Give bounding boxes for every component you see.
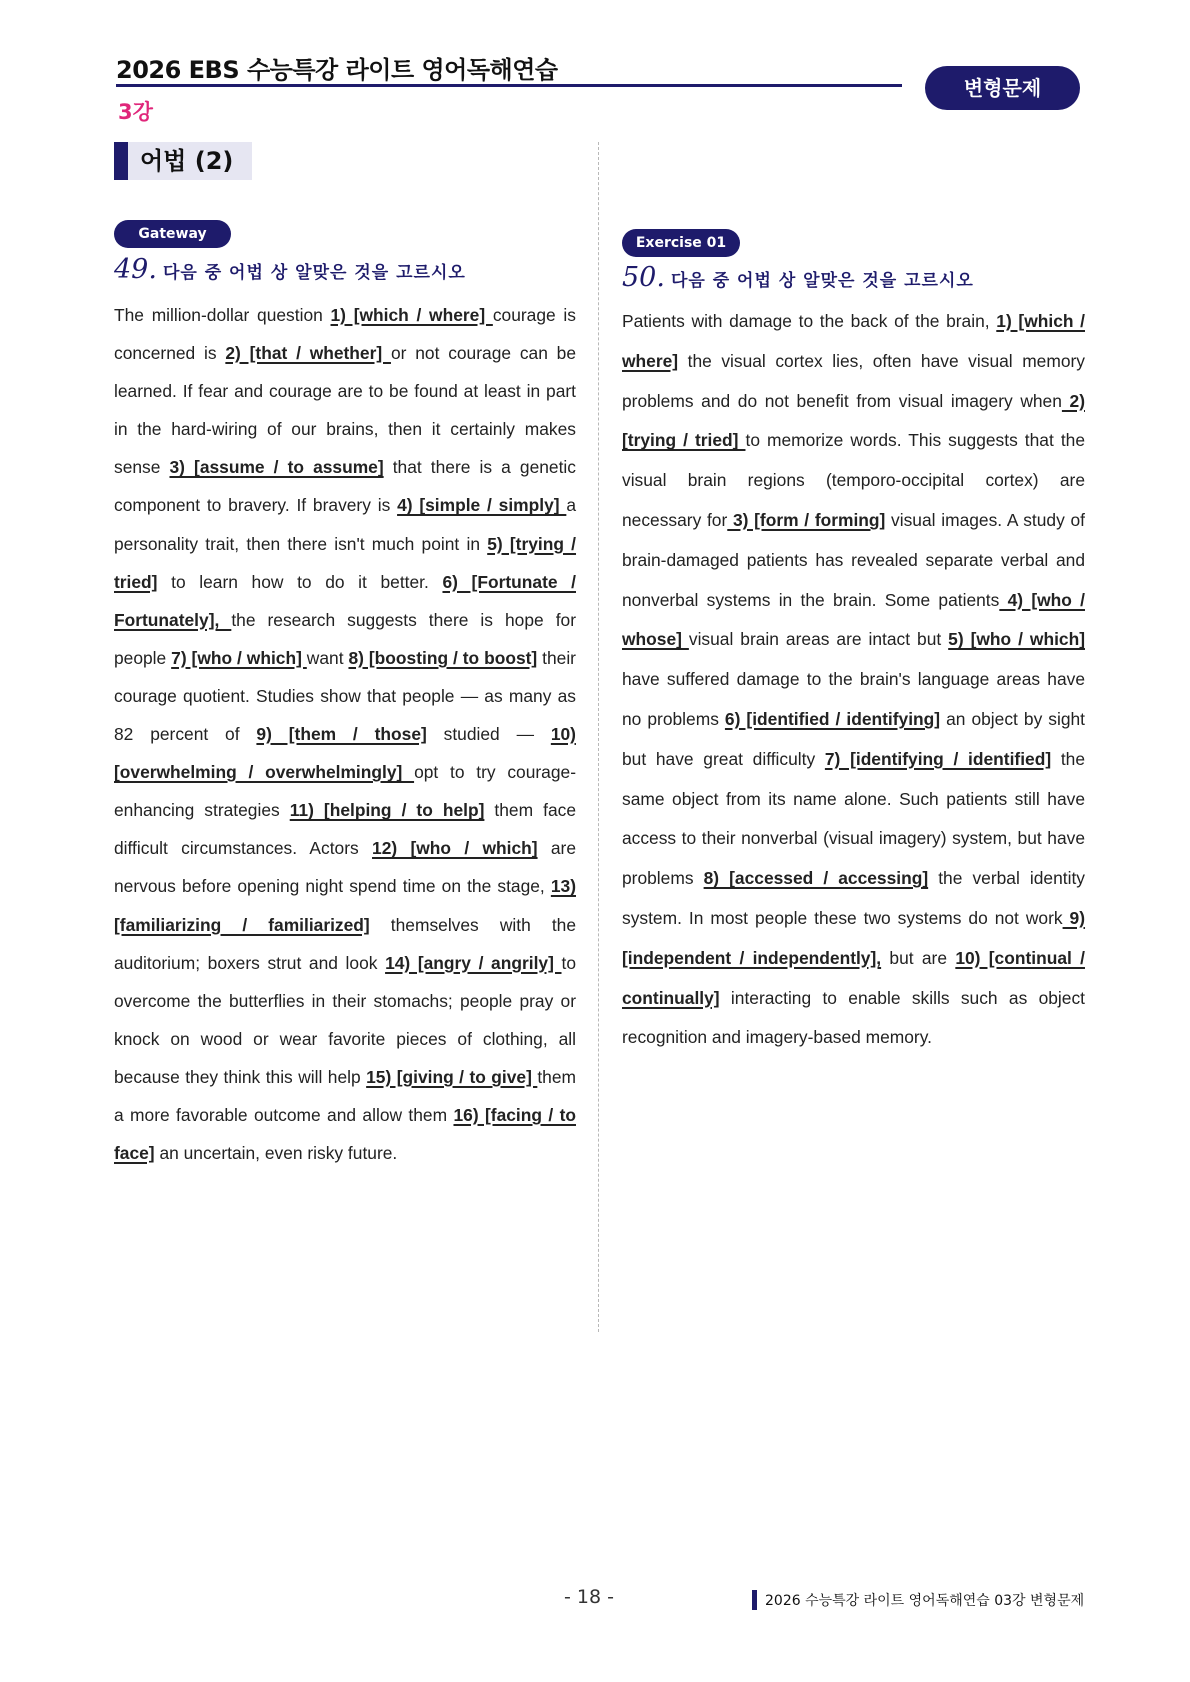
grammar-choice: 10) [overwhelming / overwhelmingly] bbox=[114, 724, 576, 783]
grammar-choice: 9) [them / those] bbox=[256, 724, 427, 745]
grammar-choice: 5) [trying / tried] bbox=[114, 533, 577, 592]
grammar-choice: 15) [giving / to give] bbox=[366, 1066, 538, 1087]
passage-text: opt to try courage-enhancing strategies bbox=[114, 762, 576, 821]
grammar-choice: 4) [who / whose] bbox=[622, 589, 1085, 650]
grammar-choice: 2) [that / whether] bbox=[225, 343, 391, 364]
passage-text: themselves with the auditorium; boxers strut and look bbox=[114, 914, 576, 973]
passage-text: want bbox=[306, 647, 349, 668]
passage-text: have suffered damage to the brain's language areas have no problems bbox=[622, 669, 1085, 729]
passage-49 bbox=[114, 296, 576, 1172]
passage-text: an uncertain, even risky future. bbox=[154, 1143, 398, 1164]
section-title: 어법 (2) bbox=[114, 142, 252, 180]
passage-text: to memorize words. This suggests that the visual brain regions (temporo-occipital cortex) are necessary for bbox=[622, 430, 1085, 530]
grammar-choice: 12) [who / which] bbox=[372, 838, 538, 859]
passage-50 bbox=[622, 302, 1085, 1058]
passage-text: interacting to enable skills such as object recognition and imagery-based memory. bbox=[622, 987, 1085, 1048]
grammar-choice: 8) [boosting / to boost] bbox=[348, 647, 538, 668]
passage-text: the research suggests there is hope for people bbox=[114, 609, 576, 668]
passage-text: them face difficult circumstances. Actors bbox=[114, 800, 576, 859]
grammar-choice: 3) [form / forming] bbox=[727, 509, 886, 530]
question-50-header bbox=[622, 262, 974, 293]
passage-text: visual images. A study of brain-damaged patients has revealed separate verbal and nonverbal systems in the brain. Some patients bbox=[622, 509, 1085, 610]
question-49-header bbox=[114, 254, 466, 285]
question-instruction: 다음 중 어법 상 알맞은 것을 고르시오 bbox=[670, 271, 974, 291]
passage-text: studied — bbox=[426, 724, 551, 745]
variant-badge: 변형문제 bbox=[925, 66, 1080, 110]
grammar-choice: 6) [identified / identifying] bbox=[724, 708, 941, 729]
footer-label: 2026 수능특강 라이트 영어독해연습 03강 변형문제 bbox=[752, 1590, 1084, 1610]
page-number: - 18 - bbox=[564, 1586, 614, 1608]
gateway-tag: Gateway bbox=[114, 220, 231, 248]
passage-text: visual brain areas are intact but bbox=[688, 629, 949, 650]
passage-text: Patients with damage to the back of the brain, bbox=[622, 311, 997, 331]
passage-text: to learn how to do it better. bbox=[157, 571, 443, 592]
grammar-choice: 5) [who / which] bbox=[948, 629, 1085, 650]
grammar-choice: 8) [accessed / accessing] bbox=[703, 868, 929, 889]
grammar-choice: 16) [facing / to face] bbox=[114, 1104, 576, 1164]
passage-text: a personality trait, then there isn't much point in bbox=[114, 495, 577, 554]
grammar-choice: 9) [independent / independently], bbox=[622, 907, 1086, 968]
passage-text: or not courage can be learned. If fear and courage are to be found at least in part in the hard-wiring of our brains, then it certainly makes sense bbox=[114, 343, 576, 478]
exercise-tag: Exercise 01 bbox=[622, 229, 740, 257]
grammar-choice: 3) [assume / to assume] bbox=[169, 457, 384, 478]
passage-text: them a more favorable outcome and allow them bbox=[114, 1066, 577, 1125]
passage-text: that there is a genetic component to bravery. If bravery is bbox=[114, 457, 576, 516]
grammar-choice: 1) [which / where] bbox=[622, 311, 1085, 371]
passage-text: The million-dollar question bbox=[114, 305, 331, 325]
grammar-choice: 6) [Fortunate / Fortunately], bbox=[114, 571, 576, 630]
question-number: 50. bbox=[622, 262, 665, 293]
passage-text: are nervous before opening night spend time on the stage, bbox=[114, 838, 577, 897]
grammar-choice: 13) [familiarizing / familiarized] bbox=[114, 876, 576, 935]
grammar-choice: 11) [helping / to help] bbox=[289, 800, 485, 821]
document-title: 2026 EBS 수능특강 라이트 영어독해연습 bbox=[116, 56, 558, 84]
grammar-choice: 1) [which / where] bbox=[330, 305, 493, 325]
passage-text: courage is concerned is bbox=[114, 305, 576, 364]
passage-text: the same object from its name alone. Such patients still have access to their nonverbal (visual imagery) system, but have problems bbox=[622, 748, 1085, 889]
passage-text: their courage quotient. Studies show that people — as many as 82 percent of bbox=[114, 647, 576, 745]
header-divider bbox=[116, 84, 902, 87]
passage-text: the visual cortex lies, often have visual memory problems and do not benefit from visual imagery when bbox=[622, 350, 1085, 411]
column-divider bbox=[598, 142, 599, 1332]
grammar-choice: 7) [identifying / identified] bbox=[824, 748, 1052, 769]
grammar-choice: 4) [simple / simply] bbox=[397, 495, 567, 516]
grammar-choice: 7) [who / which] bbox=[171, 647, 307, 668]
passage-text: to overcome the butterflies in their stomachs; people pray or knock on wood or wear favorite pieces of clothing, all because they think this will help bbox=[114, 952, 577, 1087]
question-number: 49. bbox=[114, 254, 157, 285]
grammar-choice: 14) [angry / angrily] bbox=[385, 952, 562, 973]
passage-text: an object by sight but have great difficulty bbox=[622, 708, 1086, 769]
lesson-label: 3강 bbox=[118, 100, 153, 124]
passage-text: the verbal identity system. In most people these two systems do not work bbox=[622, 868, 1086, 928]
grammar-choice: 10) [continual / continually] bbox=[622, 947, 1085, 1008]
question-instruction: 다음 중 어법 상 알맞은 것을 고르시오 bbox=[162, 263, 466, 283]
grammar-choice: 2) [trying / tried] bbox=[622, 390, 1085, 451]
passage-text: but are bbox=[881, 947, 956, 968]
